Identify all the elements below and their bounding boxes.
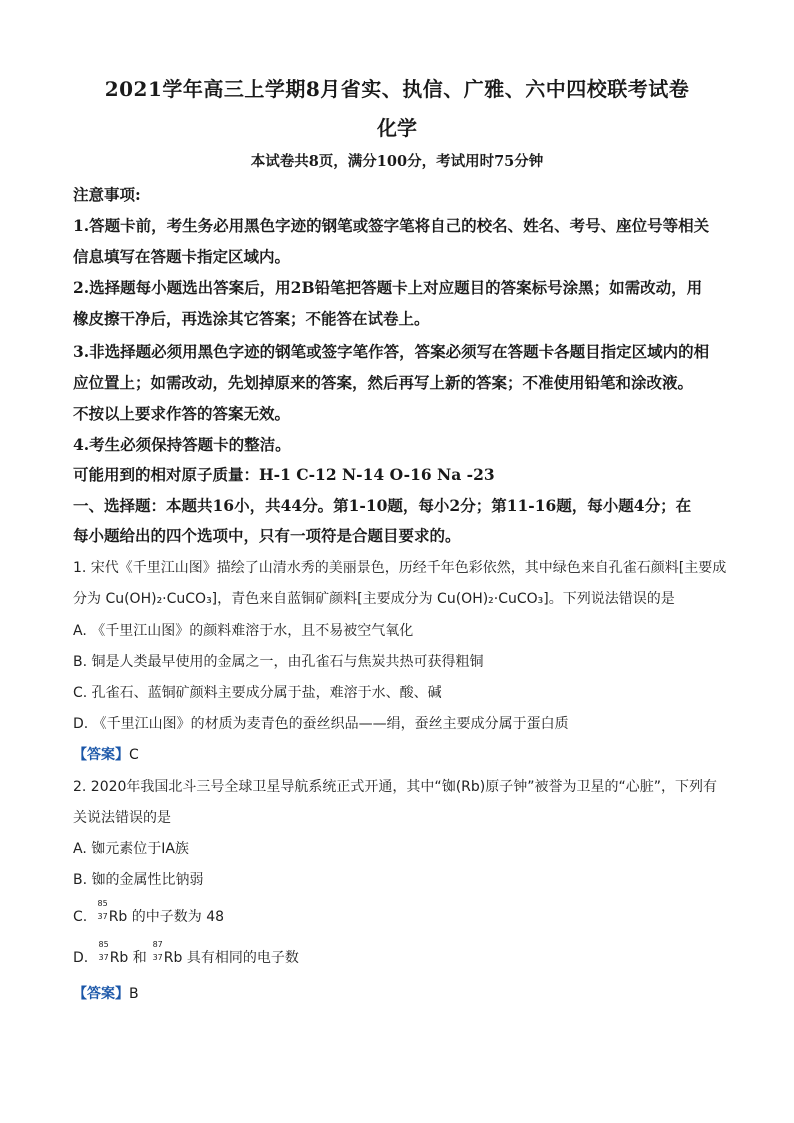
option-prefix: D. — [73, 950, 93, 966]
answer-label: 【答案】 — [73, 986, 129, 1002]
notes-heading: 注意事项: — [73, 185, 141, 204]
mass-number: 85 — [98, 940, 109, 949]
answer-label: 【答案】 — [73, 747, 129, 763]
mass-number: 85 — [97, 899, 108, 908]
subject-title: 化学 — [377, 116, 417, 140]
note-line: 信息填写在答题卡指定区域内。 — [73, 247, 291, 266]
question-1-option-a: A. 《千里江山图》的颜料难溶于水，且不易被空气氧化 — [73, 623, 414, 639]
nuclide-rb87 — [147, 940, 163, 964]
atomic-number: 37 — [152, 953, 163, 962]
answer-value: B — [129, 986, 139, 1002]
note-line: 不按以上要求作答的答案无效。 — [73, 404, 291, 423]
question-2-stem: 2. 2020年我国北斗三号全球卫星导航系统正式开通，其中“铷(Rb)原子钟”被誉为卫星的“心脏”，下列有 — [73, 779, 717, 795]
question-1-answer — [73, 744, 139, 764]
nuclide-rb85 — [93, 940, 109, 964]
question-2-stem: 关说法错误的是 — [73, 810, 171, 826]
section-heading: 一、选择题：本题共16小，共44分。第1-10题，每小2分；第11-16题，每小题4分；在 — [73, 496, 692, 515]
note-line: 橡皮擦干净后，再选涂其它答案；不能答在试卷上。 — [73, 309, 430, 328]
note-line: 3.非选择题必须用黑色字迹的钢笔或签字笔作答，答案必须写在答题卡各题目指定区域内的相 — [73, 342, 710, 361]
question-1-option-d: D. 《千里江山图》的材质为麦青色的蚕丝织品——绢，蚕丝主要成分属于蛋白质 — [73, 716, 569, 732]
note-line: 1.答题卡前，考生务必用黑色字迹的钢笔或签字笔将自己的校名、姓名、考号、座位号等相关 — [73, 216, 710, 235]
option-prefix: C. — [73, 909, 92, 925]
nuclide-rb85 — [92, 899, 108, 923]
note-line: 应位置上；如需改动，先划掉原来的答案，然后再写上新的答案；不准使用铅笔和涂改液。 — [73, 373, 694, 392]
note-line: 4.考生必须保持答题卡的整洁。 — [73, 435, 291, 454]
answer-value: C — [129, 747, 139, 763]
question-1-option-b: B. 铜是人类最早使用的金属之一，由孔雀石与焦炭共热可获得粗铜 — [73, 654, 484, 670]
exam-meta: 本试卷共8页，满分100分，考试用时75分钟 — [250, 153, 544, 170]
question-2-option-d — [73, 940, 299, 967]
question-2-option-a: A. 铷元素位于IA族 — [73, 841, 189, 857]
option-text: Rb 的中子数为 48 — [108, 909, 225, 925]
exam-title: 2021学年高三上学期8月省实、执信、广雅、六中四校联考试卷 — [104, 77, 690, 101]
question-2-option-c — [73, 899, 225, 926]
question-2-answer — [73, 983, 139, 1003]
question-1-stem: 1. 宋代《千里江山图》描绘了山清水秀的美丽景色，历经千年色彩依然，其中绿色来自孔雀石颜料[主要成 — [73, 560, 727, 576]
note-line: 2.选择题每小题选出答案后，用2B铅笔把答题卡上对应题目的答案标号涂黑；如需改动，用 — [73, 278, 703, 297]
atomic-mass-line: 可能用到的相对原子质量：H-1 C-12 N-14 O-16 Na -23 — [73, 465, 495, 484]
option-text: Rb 具有相同的电子数 — [163, 950, 299, 966]
section-heading: 每小题给出的四个选项中，只有一项符是合题目要求的。 — [73, 526, 461, 545]
question-1-stem: 分为 Cu(OH)₂·CuCO₃]，青色来自蓝铜矿颜料[主要成分为 Cu(OH)₂·CuCO₃]。下列说法错误的是 — [73, 591, 675, 607]
question-2-option-b: B. 铷的金属性比钠弱 — [73, 872, 204, 888]
option-text: Rb 和 — [109, 950, 147, 966]
atomic-number: 37 — [98, 953, 109, 962]
question-1-option-c: C. 孔雀石、蓝铜矿颜料主要成分属于盐，难溶于水、酸、碱 — [73, 685, 442, 701]
atomic-number: 37 — [97, 912, 108, 921]
mass-number: 87 — [152, 940, 163, 949]
